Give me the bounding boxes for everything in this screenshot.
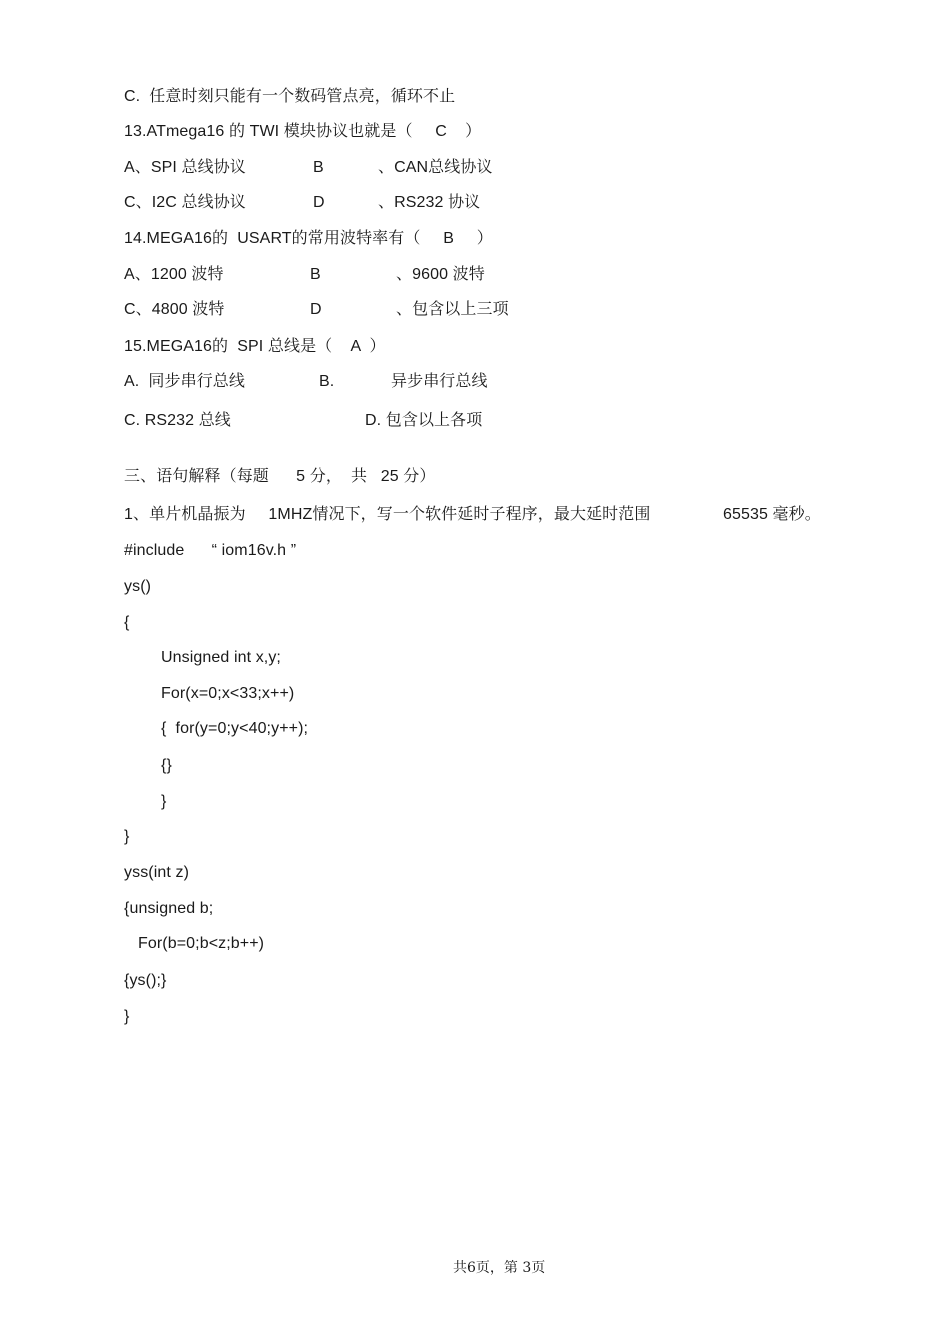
section-title: 三、语句解释（每题 5 分， 共 25 分） [124,468,436,485]
q13-option-a: A、SPI 总线协议 [124,159,246,176]
q13-option-c: C、I2C 总线协议 [124,194,246,211]
code-line: } [124,1008,130,1025]
code-line: For(b=0;b<z;b++) [138,935,265,952]
q14-option-b-text: 、9600 波特 [396,266,485,283]
code-line: } [161,793,167,810]
page-footer: 共6页，第 3页 [453,1260,546,1276]
q14-option-d-letter: D [310,301,322,318]
code-line: #include “ iom16v.h ” [124,542,297,559]
code-line: ys() [124,578,152,595]
question-14: 14.MEGA16的 USART的常用波特率有（ B ） [124,230,493,247]
section-q1-value: 65535 毫秒。 [723,506,821,523]
q15-option-b-letter: B. [319,373,335,390]
q15-option-b-text: 异步串行总线 [391,373,488,390]
q14-option-a: A、1200 波特 [124,266,224,283]
q13-option-b-letter: B [313,159,324,176]
q15-option-c: C. RS232 总线 [124,412,231,429]
code-line: For(x=0;x<33;x++) [161,685,295,702]
q15-option-a: A. 同步串行总线 [124,373,246,390]
code-line: yss(int z) [124,864,189,881]
option-c-line: C. 任意时刻只能有一个数码管点亮，循环不止 [124,88,456,105]
question-15: 15.MEGA16的 SPI 总线是（ A ） [124,338,386,355]
question-13: 13.ATmega16 的 TWI 模块协议也就是（ C ） [124,123,482,140]
q14-option-d-text: 、包含以上三项 [396,301,509,318]
code-line: {unsigned b; [124,900,214,917]
q13-option-d-letter: D [313,194,325,211]
q14-option-c: C、4800 波特 [124,301,225,318]
q13-option-d-text: 、RS232 协议 [378,194,481,211]
code-line: } [124,828,130,845]
q13-option-b-text: 、CAN总线协议 [378,159,493,176]
code-line: {ys();} [124,972,167,989]
q15-option-d: D. 包含以上各项 [365,412,483,429]
q14-option-b-letter: B [310,266,321,283]
code-line: {} [161,757,172,774]
code-line: Unsigned int x,y; [161,649,281,666]
code-line: { for(y=0;y<40;y++); [161,720,309,737]
section-q1-text: 1、单片机晶振为 1MHZ情况下，写一个软件延时子程序，最大延时范围 [124,506,651,523]
code-line: { [124,614,130,631]
